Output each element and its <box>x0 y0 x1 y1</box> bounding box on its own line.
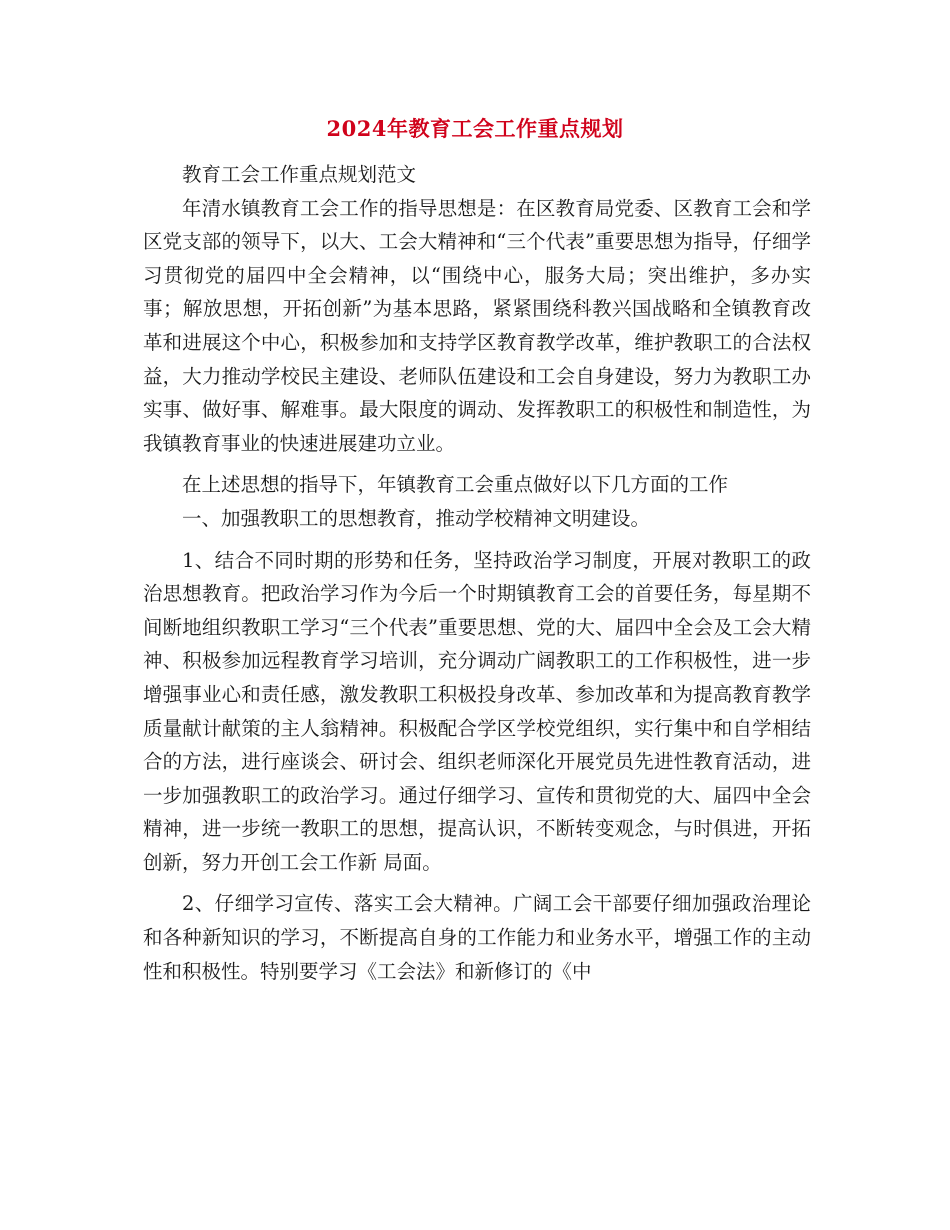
document-body <box>143 158 811 988</box>
item-2-paragraph: 2、仔细学习宣传、落实工会大精神。广阔工会干部要仔细加强政治理论和各种新知识的学习，不断提高自身的工作能力和业务水平，增强工作的主动性和积极性。特别要学习《工会法》和新修订的《中 <box>143 892 811 983</box>
subtitle-paragraph: 教育工会工作重点规划范文 <box>182 163 417 186</box>
document-title: 2024年教育工会工作重点规划 <box>326 116 624 141</box>
work-intro-paragraph: 在上述思想的指导下，年镇教育工会重点做好以下几方面的工作 <box>182 473 729 497</box>
guiding-thought-paragraph: 年清水镇教育工会工作的指导思想是：在区教育局党委、区教育工会和学区党支部的领导下，以大、工会大精神和“三个代表”重要思想为指导，仔细学习贯彻党的届四中全会精神，以“围绕中心，服务大局；突出维护，多办实事；解放思想，开拓创新”为基本思路，紧紧围绕科教兴国战略和全镇教育改革和进展这个中心，积极参加和支持学区教育教学改革，维护教职工的合法权益，大力推动学校民主建设、老师队伍建设和工会自身建设，努力为教职工办实事、做好事、解难事。最大限度的调动、发挥教职工的积极性和制造性，为我镇教育事业的快速进展建功立业。 <box>143 196 811 455</box>
section-heading-1: 一、加强教职工的思想教育，推动学校精神文明建设。 <box>182 506 651 530</box>
item-1-paragraph: 1、结合不同时期的形势和任务，坚持政治学习制度，开展对教职工的政治思想教育。把政治学习作为今后一个时期镇教育工会的首要任务，每星期不间断地组织教职工学习“三个代表”重要思想、党的大、届四中全会及工会大精神、积极参加远程教育学习培训，充分调动广阔教职工的工作积极性，进一步增强事业心和责任感，激发教职工积极投身改革、参加改革和为提高教育教学质量献计献策的主人翁精神。积极配合学区学校党组织，实行集中和自学相结合的方法，进行座谈会、研讨会、组织老师深化开展党员先进性教育活动，进一步加强教职工的政治学习。通过仔细学习、宣传和贯彻党的大、届四中全会精神，进一步统一教职工的思想，提高认识，不断转变观念，与时俱进，开拓创新，努力开创工会工作新 局面。 <box>143 548 811 874</box>
